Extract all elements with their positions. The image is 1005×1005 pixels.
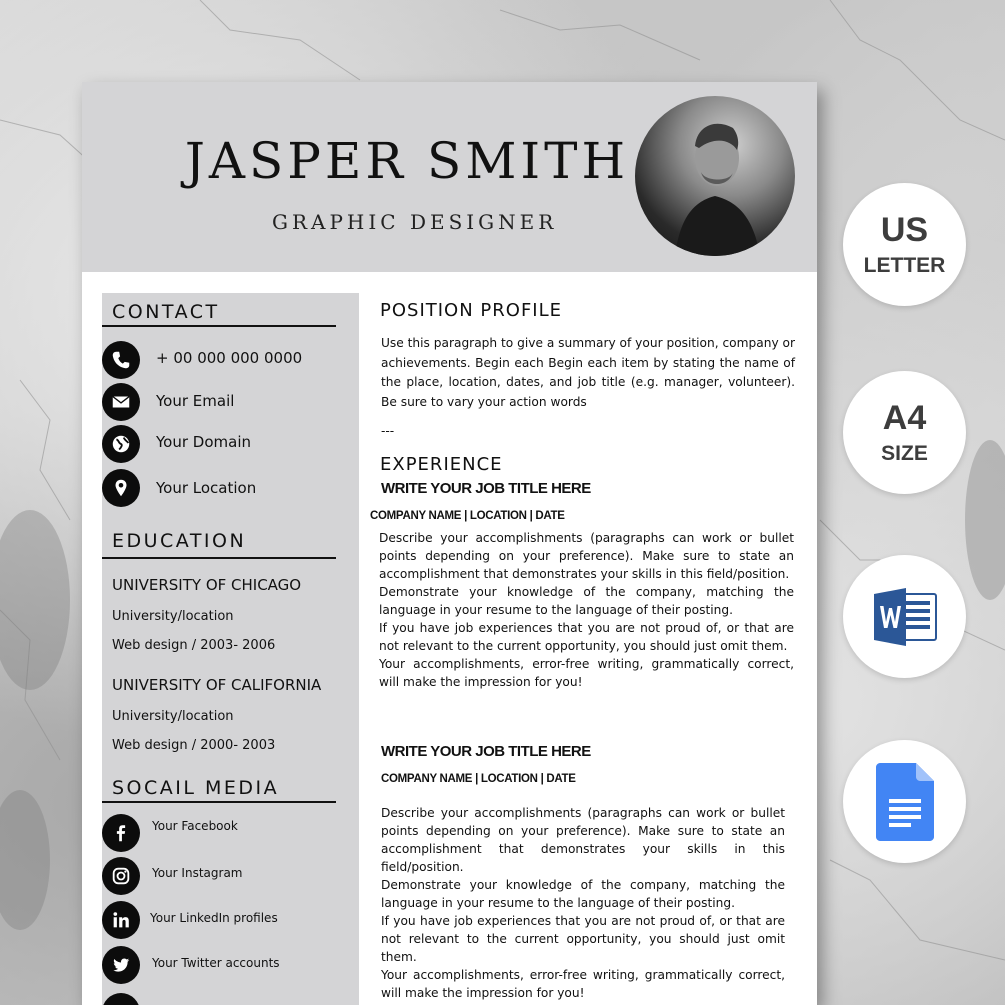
job-title: WRITE YOUR JOB TITLE HERE xyxy=(381,480,591,497)
linkedin-icon xyxy=(102,901,140,939)
education-heading: EDUCATION xyxy=(112,530,247,552)
google-docs-icon xyxy=(876,763,934,841)
social-divider xyxy=(102,801,336,803)
position-profile-text: Use this paragraph to give a summary of your position, company or achievements. Begin each Begin each item by stating the name of the place, location, dates, and job title (e.g. manager, volunteer). Be sure to vary your action words xyxy=(381,336,795,409)
profile-separator: --- xyxy=(381,424,395,438)
location-pin-icon xyxy=(102,469,140,507)
social-facebook: Your Facebook xyxy=(152,819,238,833)
education-divider xyxy=(102,557,336,559)
contact-phone: + 00 000 000 0000 xyxy=(156,349,303,367)
education-location: University/location xyxy=(112,609,234,624)
email-icon xyxy=(102,383,140,421)
word-format-badge xyxy=(843,555,966,678)
badge-title: A4 xyxy=(882,398,927,437)
experience-heading: EXPERIENCE xyxy=(380,454,503,475)
social-twitter: Your Twitter accounts xyxy=(152,956,280,970)
job-paragraph: Describe your accomplishments (paragraphs can work or bullet points depending on your preference). Make sure to state an accomplishment that demonstrates your skills in this field/position. xyxy=(379,531,794,581)
profile-photo xyxy=(635,96,795,256)
job-paragraph: If you have job experiences that you are not proud of, or that are not relevant to the current opportunity, you should just omit them. xyxy=(379,621,794,653)
badge-subtitle: LETTER xyxy=(863,253,946,277)
contact-heading: CONTACT xyxy=(112,301,220,323)
position-profile-heading: POSITION PROFILE xyxy=(380,300,563,321)
globe-icon xyxy=(102,425,140,463)
education-school: UNIVERSITY OF CALIFORNIA xyxy=(112,676,322,694)
job-paragraph: Your accomplishments, error-free writing, grammatically correct, will make the impression for you! xyxy=(379,657,794,689)
candidate-name: JASPER SMITH xyxy=(184,132,630,190)
job-paragraph: Describe your accomplishments (paragraphs can work or bullet points depending on your preference). Make sure to state an accomplishment that demonstrates your skills in this field/position. xyxy=(381,806,785,874)
job-description xyxy=(379,529,794,691)
microsoft-word-icon xyxy=(872,588,938,646)
job-title: WRITE YOUR JOB TITLE HERE xyxy=(381,743,591,760)
contact-email: Your Email xyxy=(156,392,235,410)
job-paragraph: If you have job experiences that you are not proud of, or that are not relevant to the current opportunity, you should just omit them. xyxy=(381,914,785,964)
job-paragraph: Your accomplishments, error-free writing, grammatically correct, will make the impression for you! xyxy=(381,968,785,1000)
job-company-line: COMPANY NAME | LOCATION | DATE xyxy=(370,510,565,522)
education-detail: Web design / 2000- 2003 xyxy=(112,738,276,753)
education-school: UNIVERSITY OF CHICAGO xyxy=(112,576,302,594)
social-instagram: Your Instagram xyxy=(152,866,243,880)
badge-title: US xyxy=(880,210,929,249)
resume-sidebar xyxy=(102,293,359,1005)
cropped-social-icon xyxy=(102,993,140,1005)
instagram-icon xyxy=(102,857,140,895)
job-paragraph: Demonstrate your knowledge of the company, matching the language in your resume to the language of their posting. xyxy=(381,878,785,910)
us-letter-badge xyxy=(843,183,966,306)
job-description xyxy=(381,804,785,1002)
education-location: University/location xyxy=(112,709,234,724)
job-paragraph: Demonstrate your knowledge of the company, matching the language in your resume to the language of their posting. xyxy=(379,585,794,617)
social-media-heading: SOCAIL MEDIA xyxy=(112,777,280,799)
resume-page xyxy=(82,82,817,1005)
phone-icon xyxy=(102,341,140,379)
candidate-job-title: GRAPHIC DESIGNER xyxy=(272,210,558,234)
portrait-silhouette xyxy=(635,96,795,256)
twitter-icon xyxy=(102,946,140,984)
social-linkedin: Your LinkedIn profiles xyxy=(150,911,278,925)
contact-location: Your Location xyxy=(156,479,257,497)
contact-divider xyxy=(102,325,336,327)
a4-size-badge xyxy=(843,371,966,494)
facebook-icon xyxy=(102,814,140,852)
education-detail: Web design / 2003- 2006 xyxy=(112,638,276,653)
google-docs-badge xyxy=(843,740,966,863)
resume-header xyxy=(82,82,817,272)
job-company-line: COMPANY NAME | LOCATION | DATE xyxy=(381,773,576,785)
contact-domain: Your Domain xyxy=(156,433,251,451)
badge-subtitle: SIZE xyxy=(881,441,928,465)
